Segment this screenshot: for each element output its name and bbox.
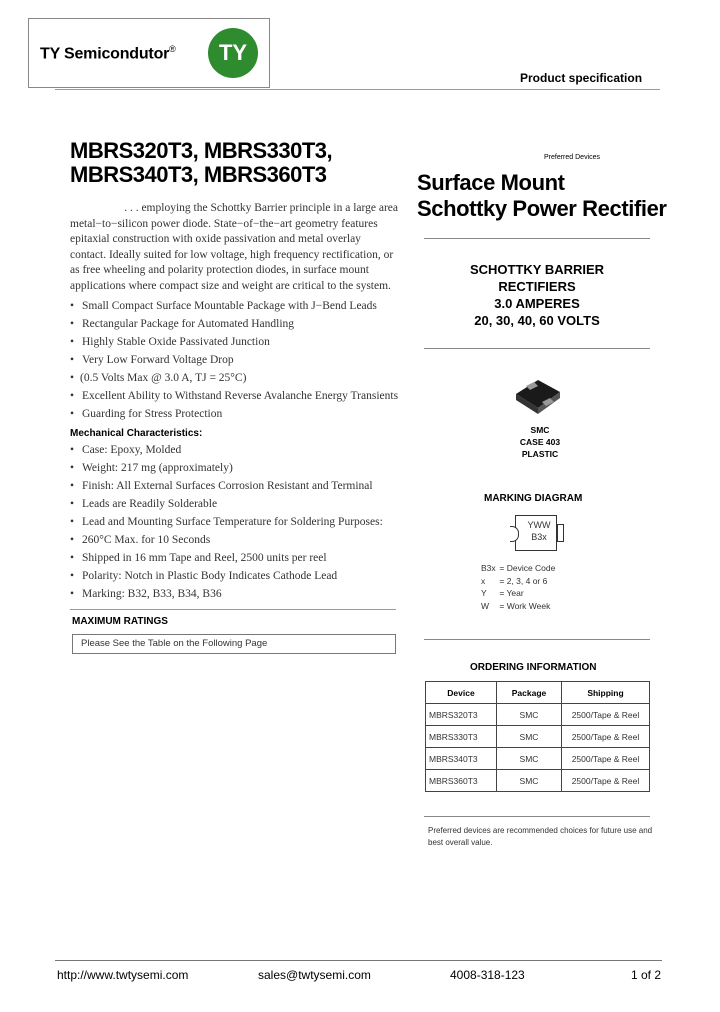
header-divider [55, 89, 660, 90]
table-row [426, 704, 650, 726]
intro-line: metal−to−silicon power diode. State−of−the−art geometry features [70, 217, 378, 230]
mechanical-item: • Case: Epoxy, Molded [70, 441, 410, 459]
column-header: Package [497, 682, 562, 704]
footer-phone: 4008-318-123 [450, 968, 525, 982]
device-cell: MBRS330T3 [426, 726, 497, 748]
marking-diagram-title: MARKING DIAGRAM [484, 493, 583, 504]
summary-line: 3.0 AMPERES [494, 296, 580, 311]
feature-item: • Rectangular Package for Automated Handling [70, 315, 410, 333]
package-case: CASE 403 [519, 437, 561, 447]
summary-line: SCHOTTKY BARRIER [469, 262, 605, 277]
registered-mark: ® [169, 44, 176, 54]
smc-package-icon [508, 372, 568, 418]
part-numbers-line2: MBRS340T3, MBRS360T3 [70, 162, 327, 187]
column-header: Device [426, 682, 497, 704]
legend-row: B3x = Device Code [481, 563, 556, 573]
table-row [426, 748, 650, 770]
feature-item: • Small Compact Surface Mountable Package with J−Bend Leads [70, 297, 410, 315]
feature-item: • Guarding for Stress Protection [70, 405, 410, 423]
package-cell: SMC [497, 748, 562, 770]
footnote-divider [424, 816, 650, 817]
intro-line: as free wheeling and polarity protection diodes, in surface mount [70, 264, 369, 276]
legend-row: x = 2, 3, 4 or 6 [481, 575, 548, 586]
footer-divider [55, 960, 662, 961]
marking-legend [481, 562, 555, 612]
ordering-table [425, 681, 650, 792]
summary-top-divider [424, 238, 650, 239]
marking-line-b3x: B3x [531, 532, 547, 542]
table-row [426, 770, 650, 792]
shipping-cell: 2500/Tape & Reel [562, 726, 650, 748]
heading-schottky-rectifier: Schottky Power Rectifier [417, 196, 667, 221]
marking-line-yww: YWW [527, 520, 551, 530]
page-number: 1 of 2 [631, 968, 662, 982]
heading-surface-mount: Surface Mount [417, 170, 565, 195]
package-cell: SMC [497, 704, 562, 726]
footer-email-link[interactable]: sales@twtysemi.com [258, 968, 371, 982]
package-cell: SMC [497, 770, 562, 792]
mechanical-item: • Marking: B32, B33, B34, B36 [70, 585, 410, 603]
part-numbers-line1: MBRS320T3, MBRS330T3, [70, 138, 333, 163]
preferred-devices-label: Preferred Devices [544, 154, 601, 161]
maximum-ratings-title: MAXIMUM RATINGS [72, 616, 168, 627]
intro-line: epitaxial construction with oxide passivation and metal overlay [70, 233, 361, 245]
summary-line: 20, 30, 40, 60 VOLTS [474, 313, 600, 328]
intro-paragraph [70, 201, 398, 294]
package-info [500, 424, 580, 460]
mechanical-item: • Weight: 217 mg (approximately) [70, 459, 410, 477]
cathode-notch-icon [510, 526, 519, 542]
rectifier-summary [424, 261, 650, 329]
table-header-row [426, 682, 650, 704]
column-header: Shipping [562, 682, 650, 704]
footer-url-link[interactable]: http://www.twtysemi.com [57, 968, 189, 982]
shipping-cell: 2500/Tape & Reel [562, 770, 650, 792]
mechanical-item: • Polarity: Notch in Plastic Body Indicates Cathode Lead [70, 567, 410, 585]
package-material: PLASTIC [521, 449, 559, 459]
table-row [426, 726, 650, 748]
shipping-cell: 2500/Tape & Reel [562, 704, 650, 726]
mechanical-item-continuation: • 260°C Max. for 10 Seconds [70, 531, 410, 549]
shipping-cell: 2500/Tape & Reel [562, 748, 650, 770]
marking-diagram-body [515, 515, 557, 551]
feature-item: • Highly Stable Oxide Passivated Junction [70, 333, 410, 351]
device-cell: MBRS340T3 [426, 748, 497, 770]
intro-line: contact. Ideally suited for low voltage, high frequency rectification, or [70, 248, 394, 261]
summary-line: RECTIFIERS [498, 279, 576, 294]
preferred-devices-footnote: Preferred devices are recommended choices for future use and best overall value. [428, 826, 653, 847]
maximum-ratings-note: Please See the Table on the Following Page [72, 634, 396, 654]
mechanical-item-continuation: • Leads are Readily Solderable [70, 495, 410, 513]
ordering-divider [424, 639, 650, 640]
mechanical-list [70, 441, 410, 603]
mechanical-item: • Finish: All External Surfaces Corrosion Resistant and Terminal [70, 477, 410, 495]
max-ratings-divider [70, 609, 396, 610]
marking-text [522, 519, 556, 543]
intro-line: . . . employing the Schottky Barrier principle in a large area [124, 202, 398, 214]
legend-row: W = Work Week [481, 600, 551, 611]
ordering-information-title: ORDERING INFORMATION [470, 662, 597, 673]
device-cell: MBRS320T3 [426, 704, 497, 726]
product-specification-label: Product specification [520, 71, 643, 85]
ty-logo-icon: TY [208, 28, 258, 78]
intro-line: applications where compact size and weight are critical to the system. [70, 279, 391, 292]
feature-list [70, 297, 410, 423]
summary-bottom-divider [424, 348, 650, 349]
feature-item: • Excellent Ability to Withstand Reverse Avalanche Energy Transients [70, 387, 410, 405]
package-name: SMC [530, 425, 550, 435]
feature-item: • Very Low Forward Voltage Drop [70, 351, 410, 369]
legend-row: Y = Year [481, 588, 524, 598]
feature-item-continuation: • (0.5 Volts Max @ 3.0 A, TJ = 25°C) [70, 369, 410, 387]
company-name: TY Semicondutor® [40, 44, 176, 63]
mechanical-item: • Shipped in 16 mm Tape and Reel, 2500 units per reel [70, 549, 410, 567]
device-cell: MBRS360T3 [426, 770, 497, 792]
mechanical-characteristics-title: Mechanical Characteristics: [70, 428, 203, 439]
package-cell: SMC [497, 726, 562, 748]
mechanical-item: • Lead and Mounting Surface Temperature for Soldering Purposes: [70, 513, 410, 531]
marking-lead-right [557, 524, 564, 542]
